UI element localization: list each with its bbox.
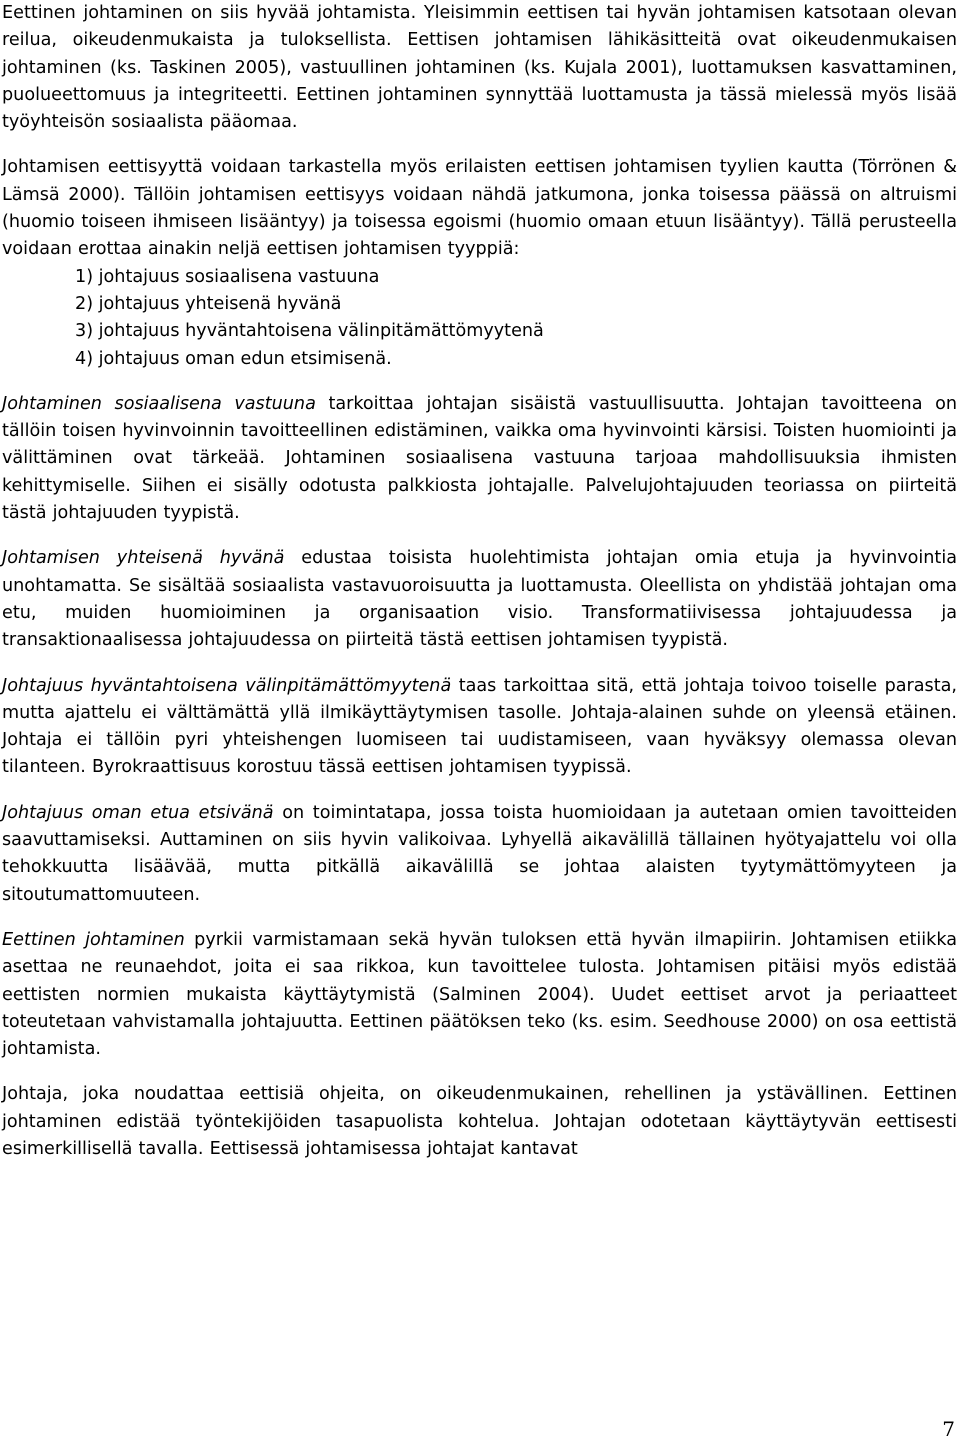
paragraph-text: pyrkii varmistamaan sekä hyvän tuloksen että hyvän ilmapiirin. Johtamisen etiikka asettaa ne reunaehdot, joita ei saa rikkoa, kun tavoittelee tulosta. Johtamisen pitäisi myös edistää eettisten normien mukaista käyttäytymistä (Salminen 2004). Uudet eettiset arvot ja periaatteet toteutetaan vahvistamalla johtajuutta. Eettinen päätöksen teko (ks. esim. Seedhouse 2000) on osa eettistä johtamista. (2, 929, 957, 1060)
paragraph-ethical-leadership-intro: Eettinen johtaminen on siis hyvää johtamista. Yleisimmin eettisen tai hyvän johtamisen katsotaan olevan reilua, oikeudenmukaista ja tuloksellista. Eettisen johtamisen lähikäsitteitä ovat oikeudenmukaisen johtaminen (ks. Taskinen 2005), vastuullinen johtaminen (ks. Kujala 2001), luottamuksen kasvattaminen, puolueettomuus ja integriteetti. Eettinen johtaminen synnyttää luottamusta ja tässä mielessä myös lisää työyhteisön sosiaalista pääomaa. (2, 3, 957, 133)
list-item: 2) johtajuus yhteisenä hyvänä (75, 293, 342, 314)
page-number: 7 (942, 1417, 955, 1441)
paragraph-ethical-leader: Johtaja, joka noudattaa eettisiä ohjeita, on oikeudenmukainen, rehellinen ja ystävällinen. Eettinen johtaminen edistää työntekijöiden tasapuolista kohtelua. Johtajan odotetaan käyttäytyvän eettisesti esimerkillisellä tavalla. Eettisessä johtamisessa johtajat kantavat (2, 1084, 957, 1159)
list-item: 1) johtajuus sosiaalisena vastuuna (75, 266, 380, 287)
term-social-responsibility: Johtaminen sosiaalisena vastuuna (2, 393, 316, 414)
paragraph-benevolent-indifference (2, 673, 957, 782)
leadership-types-list (2, 264, 957, 373)
list-item: 3) johtajuus hyväntahtoisena välinpitämättömyytenä (75, 321, 544, 342)
term-benevolent-indifference: Johtajuus hyväntahtoisena välinpitämättömyytenä (2, 675, 452, 696)
paragraph-text: tarkoittaa johtajan sisäistä vastuullisuutta. Johtajan tavoitteena on tällöin toisen hyvinvoinnin tavoitteellinen edistäminen, vaikka oma hyvinvointi kärsisi. Toisten huomiointi ja välittäminen ovat tärkeää. Johtaminen sosiaalisena vastuuna tarjoaa mahdollisuuksia ihmisten kehittymiselle. Siihen ei sisälly odotusta palkkiosta johtajalle. Palvelujohtajuuden teoriassa on piirteitä tästä johtajuuden tyypistä. (2, 393, 957, 524)
paragraph-leadership-styles: Johtamisen eettisyyttä voidaan tarkastella myös erilaisten eettisen johtamisen tyylien kautta (Törrönen & Lämsä 2000). Tällöin johtamisen eettisyys voidaan nähdä jatkumona, jonka toisessa päässä on altruismi (huomio toiseen ihmiseen lisääntyy) ja toisessa egoismi (huomio omaan etuun lisääntyy). Tällä perusteella voidaan erottaa ainakin neljä eettisen johtamisen tyyppiä: (2, 157, 957, 260)
paragraph-self-interest (2, 800, 957, 909)
paragraph-text: edustaa toisista huolehtimista johtajan omia etuja ja hyvinvointia unohtamatta. Se sisältää sosiaalista vastavuoroisuutta ja luottamusta. Oleellista on yhdistää johtajan oma etu, muiden huomioiminen ja organisaation visio. Transformatiivisessa johtajuudessa ja transaktionaalisessa johtajuudessa on piirteitä tästä eettisen johtamisen tyypistä. (2, 548, 957, 651)
paragraph-ethical-leadership (2, 927, 957, 1063)
paragraph-text: on toimintatapa, jossa toista huomioidaan ja autetaan omien tavoitteiden saavuttamiseksi. Auttaminen on siis hyvin valikoivaa. Lyhyellä aikavälillä tällainen hyötyajattelu voi olla tehokkuutta lisäävää, mutta pitkällä aikavälillä se johtaa alaisten tyytymättömyyteen ja sitoutumattomuuteen. (2, 802, 958, 905)
term-common-good: Johtamisen yhteisenä hyvänä (2, 548, 285, 569)
paragraph-text: taas tarkoittaa sitä, että johtaja toivoo toiselle parasta, mutta ajattelu ei välttämättä yllä ilmikäyttäytymisen tasolle. Johtaja-alainen suhde on yleensä etäinen. Johtaja ei tällöin pyri yhteishengen luomiseen tai uudistamiseen, vaan hyväksyy olemassa olevan tilanteen. Byrokraattisuus korostuu tässä eettisen johtamisen tyypissä. (2, 675, 957, 778)
list-item: 4) johtajuus oman edun etsimisenä. (75, 348, 392, 369)
paragraph-common-good (2, 545, 957, 654)
document-page (2, 0, 957, 1163)
term-self-interest: Johtajuus oman etua etsivänä (2, 802, 274, 823)
term-ethical-leadership: Eettinen johtaminen (2, 929, 185, 950)
paragraph-social-responsibility (2, 391, 957, 527)
